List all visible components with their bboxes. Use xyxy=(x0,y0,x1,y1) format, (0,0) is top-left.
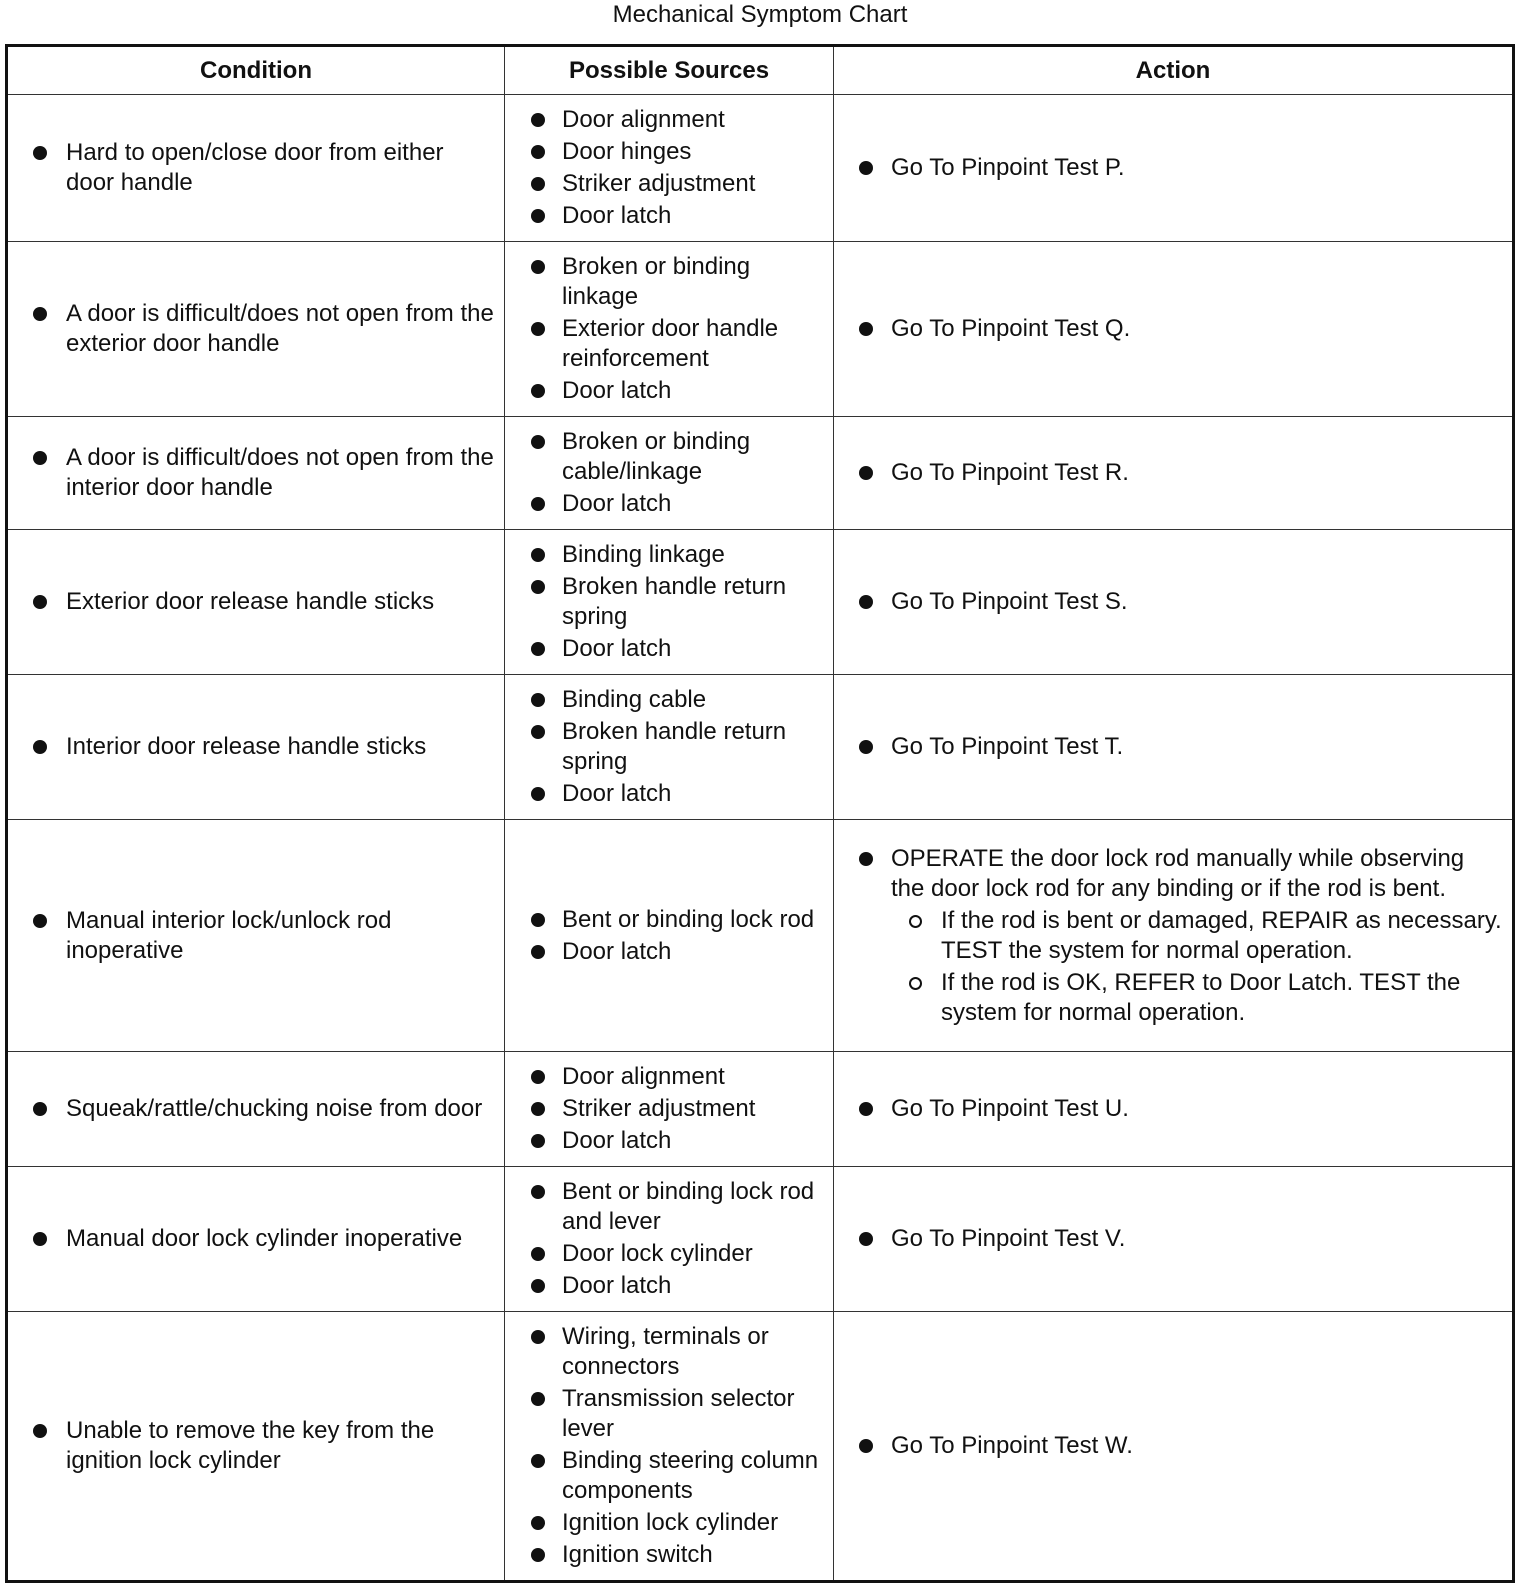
sources-cell xyxy=(505,530,834,675)
page-title: Mechanical Symptom Chart xyxy=(612,1,908,28)
sources-cell xyxy=(505,417,834,530)
condition-text: Squeak/rattle/chucking noise from door xyxy=(8,1094,504,1124)
header-action: Action xyxy=(834,46,1514,95)
action-cell xyxy=(834,242,1514,417)
table-row xyxy=(7,242,1514,417)
action-cell xyxy=(834,530,1514,675)
action-text: Go To Pinpoint Test Q. xyxy=(834,314,1512,344)
action-item xyxy=(834,844,1512,1028)
condition-cell xyxy=(7,1167,505,1312)
action-cell xyxy=(834,417,1514,530)
condition-text: Manual interior lock/unlock rod inoperative xyxy=(8,906,504,966)
condition-text: A door is difficult/does not open from the interior door handle xyxy=(8,443,504,503)
source-item: Door latch xyxy=(505,779,833,809)
source-item: Exterior door handle reinforcement xyxy=(505,314,833,374)
source-item: Door latch xyxy=(505,634,833,664)
condition-text: Unable to remove the key from the ignition lock cylinder xyxy=(8,1416,504,1476)
source-item: Bent or binding lock rod xyxy=(505,905,833,935)
source-item: Broken or binding linkage xyxy=(505,252,833,312)
source-item: Striker adjustment xyxy=(505,1094,833,1124)
action-cell xyxy=(834,820,1514,1052)
table-row xyxy=(7,1312,1514,1582)
condition-cell xyxy=(7,242,505,417)
action-subitem: If the rod is bent or damaged, REPAIR as necessary. TEST the system for normal operation. xyxy=(891,906,1504,966)
action-text: Go To Pinpoint Test S. xyxy=(834,587,1512,617)
source-item: Door latch xyxy=(505,1271,833,1301)
action-text: Go To Pinpoint Test T. xyxy=(834,732,1512,762)
condition-text: Manual door lock cylinder inoperative xyxy=(8,1224,504,1254)
action-cell xyxy=(834,1052,1514,1167)
condition-cell xyxy=(7,95,505,242)
source-item: Door alignment xyxy=(505,1062,833,1092)
source-item: Binding linkage xyxy=(505,540,833,570)
source-item: Door latch xyxy=(505,1126,833,1156)
source-item: Broken or binding cable/linkage xyxy=(505,427,833,487)
source-item: Ignition lock cylinder xyxy=(505,1508,833,1538)
sources-cell xyxy=(505,820,834,1052)
source-item: Striker adjustment xyxy=(505,169,833,199)
source-item: Bent or binding lock rod and lever xyxy=(505,1177,833,1237)
condition-text: Hard to open/close door from either door handle xyxy=(8,138,504,198)
sources-cell xyxy=(505,1167,834,1312)
action-cell xyxy=(834,1312,1514,1582)
table-row xyxy=(7,95,1514,242)
table-header-row xyxy=(7,46,1514,95)
action-text: Go To Pinpoint Test P. xyxy=(834,153,1512,183)
action-text: OPERATE the door lock rod manually while observing the door lock rod for any binding or if the rod is bent. xyxy=(891,844,1465,902)
action-text: Go To Pinpoint Test V. xyxy=(834,1224,1512,1254)
condition-text: Interior door release handle sticks xyxy=(8,732,504,762)
sources-cell xyxy=(505,95,834,242)
source-item: Transmission selector lever xyxy=(505,1384,833,1444)
source-item: Door latch xyxy=(505,489,833,519)
symptom-table xyxy=(5,44,1515,1583)
action-cell xyxy=(834,1167,1514,1312)
action-text: Go To Pinpoint Test R. xyxy=(834,458,1512,488)
source-item: Door lock cylinder xyxy=(505,1239,833,1269)
condition-cell xyxy=(7,417,505,530)
source-item: Binding steering column components xyxy=(505,1446,833,1506)
action-text: Go To Pinpoint Test U. xyxy=(834,1094,1512,1124)
source-item: Binding cable xyxy=(505,685,833,715)
header-possible-sources: Possible Sources xyxy=(505,46,834,95)
sources-cell xyxy=(505,1312,834,1582)
source-item: Door latch xyxy=(505,937,833,967)
condition-cell xyxy=(7,1312,505,1582)
condition-cell xyxy=(7,675,505,820)
condition-text: Exterior door release handle sticks xyxy=(8,587,504,617)
table-row xyxy=(7,820,1514,1052)
source-item: Broken handle return spring xyxy=(505,572,833,632)
condition-cell xyxy=(7,1052,505,1167)
table-row xyxy=(7,530,1514,675)
table-row xyxy=(7,675,1514,820)
source-item: Door alignment xyxy=(505,105,833,135)
table-row xyxy=(7,417,1514,530)
source-item: Broken handle return spring xyxy=(505,717,833,777)
table-row xyxy=(7,1167,1514,1312)
sources-cell xyxy=(505,242,834,417)
action-cell xyxy=(834,675,1514,820)
table-row xyxy=(7,1052,1514,1167)
action-text: Go To Pinpoint Test W. xyxy=(834,1431,1512,1461)
sources-cell xyxy=(505,1052,834,1167)
action-subitem: If the rod is OK, REFER to Door Latch. TEST the system for normal operation. xyxy=(891,968,1504,1028)
condition-text: A door is difficult/does not open from the exterior door handle xyxy=(8,299,504,359)
condition-cell xyxy=(7,530,505,675)
source-item: Door latch xyxy=(505,201,833,231)
source-item: Wiring, terminals or connectors xyxy=(505,1322,833,1382)
action-cell xyxy=(834,95,1514,242)
sources-cell xyxy=(505,675,834,820)
source-item: Door hinges xyxy=(505,137,833,167)
source-item: Ignition switch xyxy=(505,1540,833,1570)
header-condition: Condition xyxy=(7,46,505,95)
condition-cell xyxy=(7,820,505,1052)
source-item: Door latch xyxy=(505,376,833,406)
